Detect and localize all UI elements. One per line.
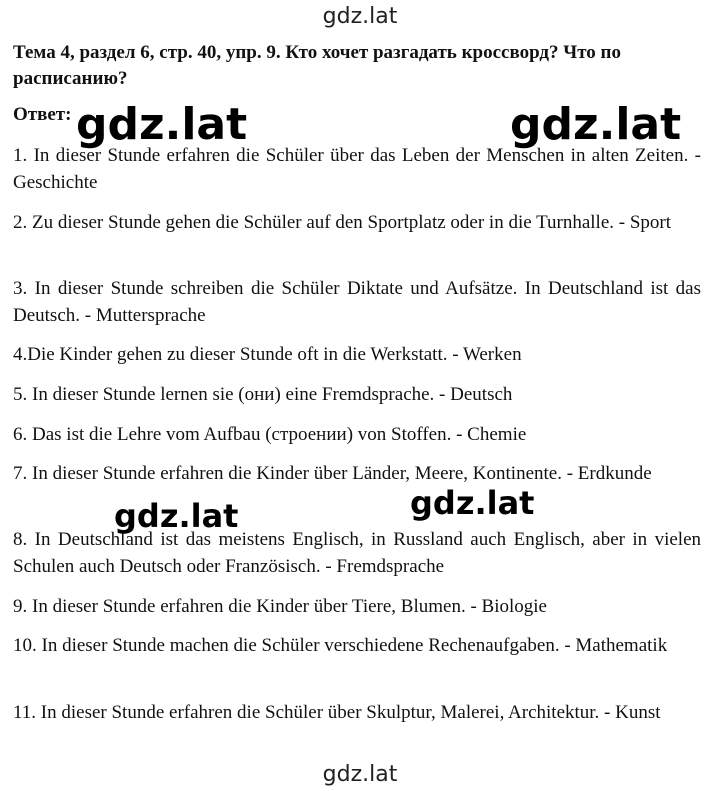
- exercise-title: Тема 4, раздел 6, стр. 40, упр. 9. Кто хочет разгадать кроссворд? Что по расписанию?: [13, 42, 621, 89]
- watermark-overlay: gdz.lat: [114, 497, 239, 535]
- watermark-overlay: gdz.lat: [410, 484, 535, 522]
- answer-item-5: 5. In dieser Stunde lernen sie (они) eine Fremdsprache. - Deutsch: [13, 384, 513, 405]
- answer-item-1: 1. In dieser Stunde erfahren die Schüler über das Leben der Menschen in alten Zeiten. - Geschichte: [13, 145, 701, 193]
- answer-item-9: 9. In dieser Stunde erfahren die Kinder über Tiere, Blumen. - Biologie: [13, 596, 547, 617]
- answer-item-4: 4.Die Kinder gehen zu dieser Stunde oft in die Werkstatt. - Werken: [13, 344, 522, 365]
- answer-item-2: 2. Zu dieser Stunde gehen die Schüler auf den Sportplatz oder in die Turnhalle. - Sport: [13, 212, 672, 233]
- answer-item-6: 6. Das ist die Lehre vom Aufbau (строении) von Stoffen. - Chemie: [13, 424, 527, 445]
- watermark-overlay: gdz.lat: [510, 99, 682, 150]
- answer-item-7: 7. In dieser Stunde erfahren die Kinder über Länder, Meere, Kontinente. - Erdkunde: [13, 463, 652, 484]
- answer-label: Ответ:: [13, 104, 72, 125]
- answer-item-10: 10. In dieser Stunde machen die Schüler verschiedene Rechenaufgaben. - Mathematik: [13, 635, 668, 656]
- answer-item-3: 3. In dieser Stunde schreiben die Schüler Diktate und Aufsätze. In Deutschland ist das Deutsch. - Muttersprache: [13, 278, 701, 326]
- watermark-bottom: gdz.lat: [322, 762, 398, 787]
- answer-item-8: 8. In Deutschland ist das meistens Englisch, in Russland auch Englisch, aber in vielen Schulen auch Deutsch oder Französisch. - Fremdsprache: [13, 529, 701, 577]
- watermark-top: gdz.lat: [322, 4, 398, 29]
- answer-item-11: 11. In dieser Stunde erfahren die Schüler über Skulptur, Malerei, Architektur. - Kunst: [13, 702, 661, 723]
- watermark-overlay: gdz.lat: [76, 99, 248, 150]
